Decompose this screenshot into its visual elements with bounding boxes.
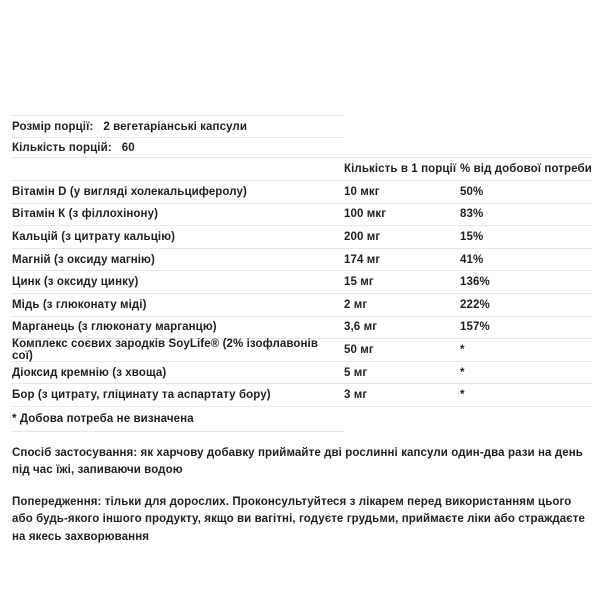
nutrient-amount: 15 мг: [344, 276, 374, 289]
table-header-row: [12, 158, 592, 181]
table-header-daily-value: % від добової потреби: [460, 163, 592, 175]
nutrient-amount: 3 мг: [344, 389, 368, 402]
table-row: [12, 249, 592, 272]
nutrient-amount: 3,6 мг: [344, 321, 378, 334]
table-row: [12, 181, 592, 204]
nutrient-name: Бор (з цитрату, гліцинату та аспартату бору): [12, 389, 271, 402]
serving-size-value: 2 вегетаріанські капсули: [103, 120, 247, 133]
table-row: [12, 317, 592, 340]
nutrient-daily-value: *: [460, 389, 465, 402]
nutrient-name: Мідь (з глюконату міді): [12, 298, 147, 311]
table-header-amount: Кількість в 1 порції: [344, 163, 457, 175]
directions-text: Спосіб застосування: як харчову добавку приймайте дві рослинні капсули один-два рази на день під час їжі, запиваючи водою: [12, 446, 583, 477]
nutrient-daily-value: *: [460, 366, 465, 379]
table-row: [12, 226, 592, 249]
table-row: [12, 204, 592, 227]
nutrient-name: Вітамін D (у вигляді холекальциферолу): [12, 185, 247, 198]
table-row: [12, 294, 592, 317]
nutrient-name: Діоксид кремнію (з хвоща): [12, 366, 167, 379]
nutrient-amount: 10 мкг: [344, 185, 380, 198]
nutrient-name: Вітамін К (з філлохінону): [12, 208, 159, 221]
servings-per-container-value: 60: [121, 141, 135, 154]
nutrient-rows: [12, 181, 592, 407]
warnings-text: Попередження: тільки для дорослих. Проконсультуйтеся з лікарем перед використанням цього або будь-якого іншого продукту, якщо ви вагітні, годуєте грудьми, приймаєте ліки або страждаєте на якесь захворювання: [12, 495, 585, 543]
nutrient-name: Цинк (з оксиду цинку): [12, 276, 139, 289]
nutrient-name: Комплекс соєвих зародків SoyLife® (2% ізофлавонів сої): [12, 337, 318, 362]
nutrient-daily-value: 222%: [460, 298, 490, 311]
nutrient-daily-value: 50%: [460, 185, 484, 198]
serving-size-row: [12, 116, 592, 137]
nutrient-amount: 200 мг: [344, 230, 381, 243]
nutrient-daily-value: *: [460, 343, 465, 356]
nutrient-name: Марганець (з глюконату марганцю): [12, 321, 217, 334]
table-row: [12, 384, 592, 407]
daily-value-footnote: * Добова потреба не визначена: [12, 412, 194, 425]
nutrient-daily-value: 15%: [460, 230, 484, 243]
nutrient-daily-value: 83%: [460, 208, 484, 221]
divider-footnote: [12, 431, 344, 432]
nutrient-amount: 174 мг: [344, 253, 381, 266]
nutrient-daily-value: 157%: [460, 321, 490, 334]
nutrient-daily-value: 41%: [460, 253, 484, 266]
table-row: [12, 271, 592, 294]
servings-per-container-label: Кількість порцій:: [12, 141, 112, 154]
nutrient-name: Кальцій (з цитрату кальцію): [12, 230, 176, 243]
nutrient-amount: 5 мг: [344, 366, 368, 379]
nutrient-name: Магній (з оксиду магнію): [12, 253, 155, 266]
table-row: [12, 339, 592, 362]
nutrient-amount: 100 мкг: [344, 208, 387, 221]
nutrient-daily-value: 136%: [460, 276, 490, 289]
nutrient-amount: 2 мг: [344, 298, 368, 311]
nutrient-amount: 50 мг: [344, 343, 374, 356]
servings-per-container-row: [12, 138, 592, 157]
table-row: [12, 362, 592, 385]
serving-size-label: Розмір порції:: [12, 120, 94, 133]
